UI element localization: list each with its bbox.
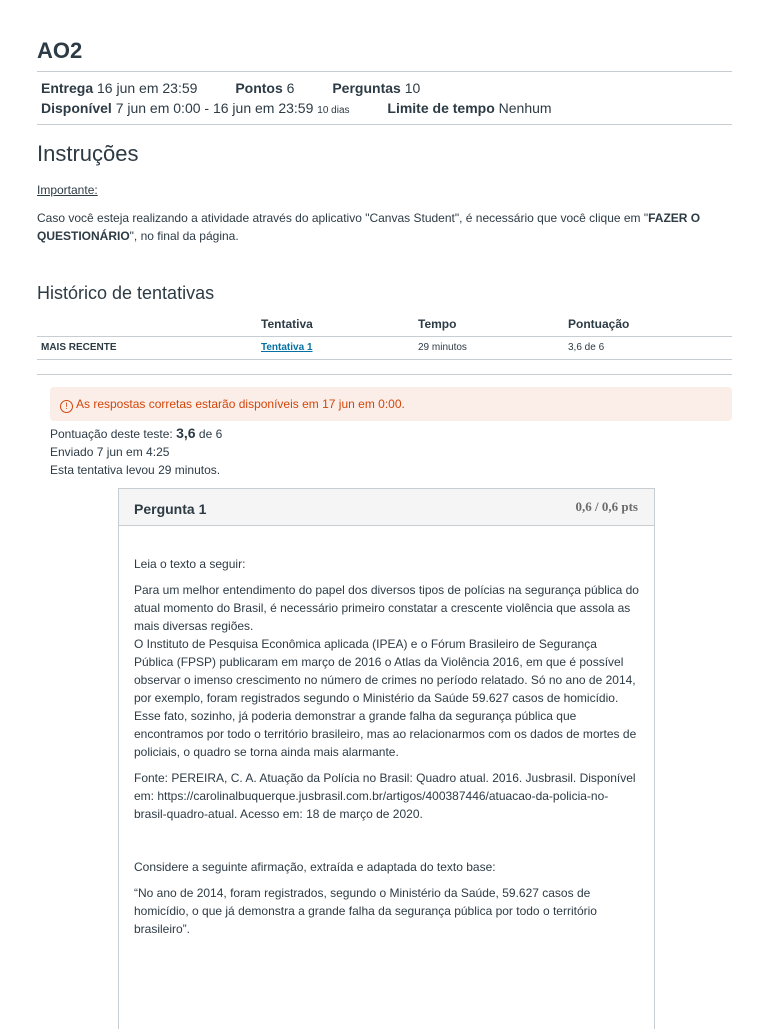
quiz-meta-row-2	[41, 100, 552, 116]
sent-text: Enviado 7 jun em 4:25	[50, 445, 170, 459]
disponivel-days: 10 dias	[317, 105, 350, 116]
score-label: Pontuação deste teste:	[50, 427, 173, 441]
pontos-value: 6	[286, 80, 295, 96]
divider	[37, 124, 732, 125]
table-row	[37, 337, 732, 360]
attempt-link[interactable]: Tentativa 1	[261, 342, 313, 353]
pontos-label: Pontos	[235, 80, 283, 96]
attempt-history-table	[37, 313, 732, 360]
instructions-text: Caso você esteja realizando a atividade através do aplicativo "Canvas Student", é necessário que você clique em "FAZER O QUESTIONÁRIO", no final da página.	[37, 211, 701, 243]
question-paragraph: Esse fato, sozinho, já poderia demonstrar a grande falha da segurança pública que encontramos por todo o território brasileiro, mas ao relacionarmos com os dados de mortes de policiais, o quadro se torna ainda mais alarmante.	[134, 709, 637, 759]
instructions-heading: Instruções	[37, 141, 139, 166]
quiz-meta-row-1	[41, 80, 420, 96]
most-recent-label: MAIS RECENTE	[37, 337, 257, 360]
perguntas-label: Perguntas	[332, 80, 401, 96]
question-paragraph: Leia o texto a seguir:	[134, 557, 246, 571]
question-card	[118, 488, 655, 1029]
warning-circle-icon: !	[60, 400, 73, 413]
time-cell: 29 minutos	[414, 337, 564, 360]
column-header: Tempo	[414, 313, 564, 337]
importante-label: Importante:	[37, 183, 98, 197]
column-header	[37, 313, 257, 337]
divider	[37, 374, 732, 375]
column-header: Tentativa	[257, 313, 414, 337]
table-header-row	[37, 313, 732, 337]
score-cell: 3,6 de 6	[564, 337, 732, 360]
alert-text: As respostas corretas estarão disponíveis em 17 jun em 0:00.	[76, 397, 405, 411]
divider	[37, 71, 732, 72]
question-paragraph: Para um melhor entendimento do papel dos diversos tipos de polícias na segurança pública do atual momento do Brasil, é necessário primeiro constatar a crescente violência que assola as mais diversas regiões.	[134, 583, 639, 633]
history-heading: Histórico de tentativas	[37, 283, 215, 303]
question-paragraph: “No ano de 2014, foram registrados, segundo o Ministério da Saúde, 59.627 casos de homicídio, o que já demonstra a grande falha da segurança pública por todo o território brasileiro”.	[134, 886, 597, 936]
score-of: de 6	[198, 427, 223, 441]
question-header	[119, 489, 654, 526]
score-summary	[50, 424, 222, 479]
column-header: Pontuação	[564, 313, 732, 337]
limite-label: Limite de tempo	[387, 100, 495, 116]
question-paragraph: O Instituto de Pesquisa Econômica aplicada (IPEA) e o Fórum Brasileiro de Segurança Pública (FPSP) publicaram em março de 2016 o Atlas da Violência 2016, em que é possível observar o imenso crescimento no número de crimes no período relatado. Só no ano de 2014, por exemplo, foram registrados segundo o Ministério da Saúde 59.627 casos de homicídio.	[134, 637, 636, 705]
disponivel-label: Disponível	[41, 100, 112, 116]
question-title: Pergunta 1	[134, 501, 207, 517]
limite-value: Nenhum	[498, 100, 552, 116]
question-body	[134, 555, 639, 946]
entrega-value: 16 jun em 23:59	[97, 80, 198, 96]
disponivel-value: 7 jun em 0:00 - 16 jun em 23:59	[115, 100, 314, 116]
attempt-cell	[257, 337, 414, 360]
duration-text: Esta tentativa levou 29 minutos.	[50, 463, 221, 477]
score-value: 3,6	[176, 425, 196, 441]
perguntas-value: 10	[404, 80, 421, 96]
entrega-label: Entrega	[41, 80, 94, 96]
question-paragraph: Fonte: PEREIRA, C. A. Atuação da Polícia no Brasil: Quadro atual. 2016. Jusbrasil. Disponível em: https://carolinalbuquerque.jusbrasil.com.br/artigos/400387446/atuacao-da-policia-no-brasil-quadro-atual. Acesso em: 18 de março de 2020.	[134, 771, 636, 821]
page-title: AO2	[37, 38, 83, 63]
question-points: 0,6 / 0,6 pts	[575, 499, 638, 514]
answers-alert	[50, 387, 732, 421]
question-paragraph: Considere a seguinte afirmação, extraída e adaptada do texto base:	[134, 860, 496, 874]
